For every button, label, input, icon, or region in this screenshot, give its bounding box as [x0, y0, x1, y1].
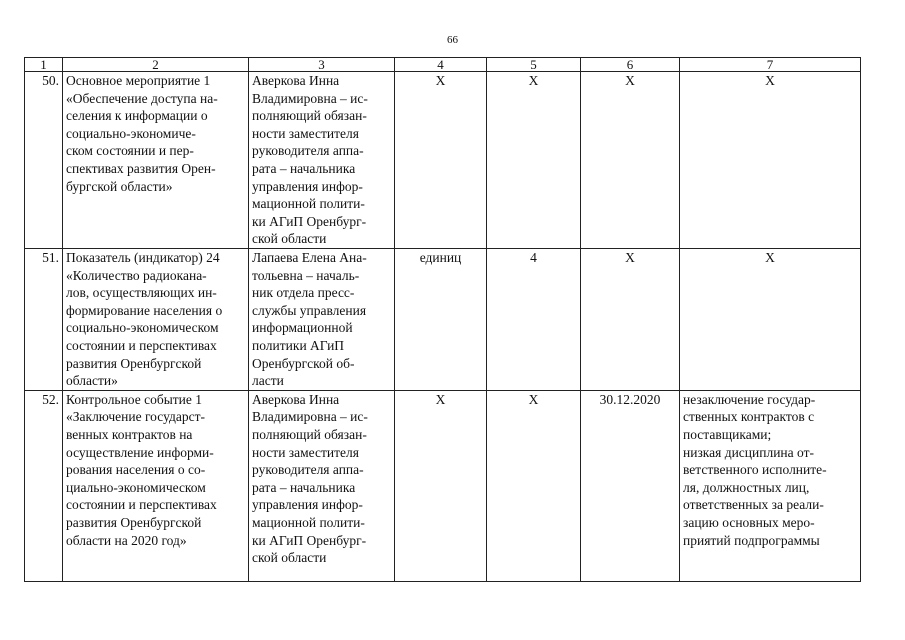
cell-line: службы управления [252, 302, 367, 318]
cell-line: ственных контрактов с [683, 409, 815, 425]
cell-line: социально-экономическом [66, 320, 219, 336]
cell-line: «Обеспечение доступа на- [66, 90, 218, 106]
cell-line: Оренбургской об- [252, 355, 355, 371]
cell-line: ник отдела пресс- [252, 285, 355, 301]
row-col4-cell: Х [395, 72, 487, 249]
row-col7-cell [680, 249, 861, 391]
row-name-cell [63, 72, 249, 249]
cell-line: развития Оренбургской [66, 355, 202, 371]
header-cell: 3 [249, 58, 395, 72]
row-col5-cell: Х [487, 390, 581, 581]
row-responsible-cell [249, 390, 395, 581]
cell-line: рата – начальника [252, 479, 356, 495]
row-name-cell [63, 390, 249, 581]
table-row [25, 72, 861, 249]
row-responsible-cell [249, 72, 395, 249]
page-number: 66 [447, 34, 458, 46]
header-cell: 7 [680, 58, 861, 72]
cell-line: венных контрактов на [66, 426, 193, 442]
cell-line: незаключение государ- [683, 391, 816, 407]
table-row [25, 390, 861, 581]
cell-line: развития Оренбургской [66, 514, 202, 530]
cell-line: бургской области» [66, 178, 173, 194]
cell-line: приятий подпрограммы [683, 532, 820, 548]
row-col6-cell: Х [581, 72, 680, 249]
cell-line: низкая дисциплина от- [683, 444, 814, 460]
row-col4-cell: Х [395, 390, 487, 581]
header-cell: 4 [395, 58, 487, 72]
cell-line: ля, должностных лиц, [683, 479, 810, 495]
cell-line: области на 2020 год» [66, 532, 187, 548]
cell-line: Показатель (индикатор) 24 [66, 250, 220, 265]
cell-line: ности заместителя [252, 125, 359, 141]
cell-line: циально-экономическом [66, 479, 206, 495]
cell-line: ности заместителя [252, 444, 359, 460]
cell-line: ки АГиП Оренбург- [252, 213, 367, 229]
cell-line: ской области [252, 231, 327, 247]
cell-line: формирование населения о [66, 302, 223, 318]
cell-line: лов, осуществляющих ин- [66, 285, 217, 301]
table-header-row [25, 58, 861, 72]
cell-line: «Заключение государст- [66, 409, 205, 425]
header-cell: 1 [25, 58, 63, 72]
cell-line: ветственного исполните- [683, 462, 827, 478]
header-cell: 5 [487, 58, 581, 72]
header-cell: 6 [581, 58, 680, 72]
cell-line: Основное мероприятие 1 [66, 73, 211, 88]
cell-line: управления инфор- [252, 497, 363, 513]
cell-line: руководителя аппа- [252, 462, 364, 478]
cell-line: Контрольное событие 1 [66, 391, 203, 407]
cell-line: тольевна – началь- [252, 267, 360, 283]
row-col6-cell: 30.12.2020 [581, 390, 680, 581]
row-col7-cell [680, 72, 861, 249]
row-name-cell [63, 249, 249, 391]
cell-line: области» [66, 373, 118, 389]
cell-line: «Количество радиокана- [66, 267, 207, 283]
cell-line: мационной полити- [252, 196, 365, 212]
cell-line: ки АГиП Оренбург- [252, 532, 367, 548]
cell-line: Х [765, 73, 775, 88]
cell-line: Владимировна – ис- [252, 90, 368, 106]
cell-line: мационной полити- [252, 514, 365, 530]
cell-line: Аверкова Инна [252, 73, 340, 88]
cell-line: селения к информации о [66, 108, 208, 124]
row-col7-cell [680, 390, 861, 581]
cell-line: спективах развития Орен- [66, 160, 216, 176]
cell-line: Аверкова Инна [252, 391, 340, 407]
header-cell: 2 [63, 58, 249, 72]
cell-line: зацию основных меро- [683, 514, 815, 530]
row-number: 51. [25, 249, 63, 391]
cell-line: информационной [252, 320, 353, 336]
cell-line: ском состоянии и пер- [66, 143, 194, 159]
cell-line: полняющий обязан- [252, 108, 367, 124]
cell-line: полняющий обязан- [252, 426, 367, 442]
cell-line: управления инфор- [252, 178, 363, 194]
row-col6-cell: Х [581, 249, 680, 391]
row-col5-cell: 4 [487, 249, 581, 391]
cell-line: руководителя аппа- [252, 143, 364, 159]
cell-line: Лапаева Елена Ана- [252, 250, 367, 265]
cell-line: рата – начальника [252, 160, 356, 176]
cell-line: ласти [252, 373, 284, 389]
cell-line: поставщиками; [683, 426, 772, 442]
cell-line: состоянии и перспективах [66, 497, 217, 513]
cell-line: Владимировна – ис- [252, 409, 368, 425]
cell-line: социально-экономиче- [66, 125, 196, 141]
cell-line: состоянии и перспективах [66, 337, 217, 353]
cell-line: ской области [252, 550, 327, 566]
document-table [24, 57, 861, 582]
row-number: 52. [25, 390, 63, 581]
row-col5-cell: Х [487, 72, 581, 249]
row-responsible-cell [249, 249, 395, 391]
cell-line: ответственных за реали- [683, 497, 824, 513]
table-row [25, 249, 861, 391]
cell-line: политики АГиП [252, 337, 345, 353]
cell-line: Х [765, 250, 775, 265]
cell-line: рования населения о со- [66, 462, 206, 478]
cell-line: осуществление информи- [66, 444, 214, 460]
row-col4-cell: единиц [395, 249, 487, 391]
row-number: 50. [25, 72, 63, 249]
